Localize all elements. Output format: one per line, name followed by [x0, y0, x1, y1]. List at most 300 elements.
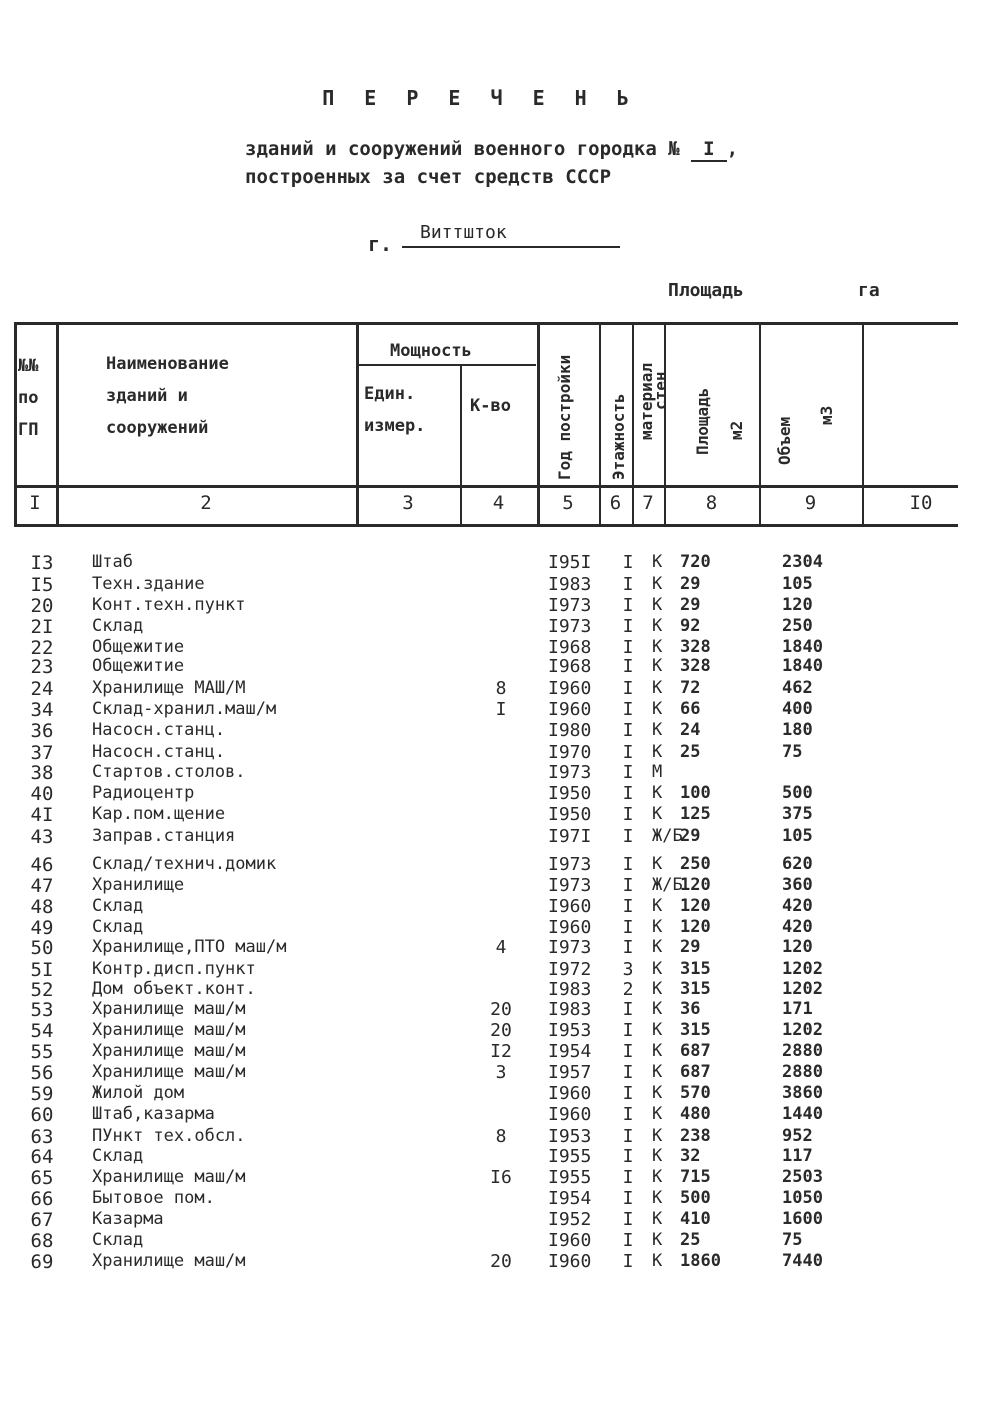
row-material: К	[652, 959, 663, 979]
row-material: К	[652, 1230, 663, 1250]
row-area: 238	[680, 1126, 711, 1146]
row-area: 32	[680, 1146, 701, 1166]
row-year: I955	[548, 1167, 592, 1188]
row-volume: 500	[782, 783, 813, 803]
row-floors: I	[622, 1020, 634, 1041]
row-name: Общежитие	[92, 637, 185, 657]
row-number: 37	[30, 742, 54, 764]
row-volume: 1202	[782, 979, 823, 999]
row-number: 60	[30, 1104, 54, 1126]
row-name: Хранилище МАШ/М	[92, 678, 246, 698]
row-name: Радиоцентр	[92, 783, 195, 803]
header-name-line: зданий и	[106, 386, 188, 406]
row-volume: 1050	[782, 1188, 823, 1208]
row-number: 55	[30, 1041, 54, 1063]
row-volume: 1202	[782, 1020, 823, 1040]
row-area: 715	[680, 1167, 711, 1187]
row-name: Заправ.станция	[92, 826, 236, 846]
row-volume: 400	[782, 699, 813, 719]
row-name: Склад	[92, 616, 144, 636]
row-number: I3	[30, 552, 54, 574]
row-floors: I	[622, 1126, 634, 1147]
row-material: К	[652, 1062, 663, 1082]
row-material: К	[652, 1251, 663, 1271]
row-year: I960	[548, 699, 592, 720]
row-number: 53	[30, 999, 54, 1021]
col-number: 7	[642, 492, 654, 514]
table-row	[0, 1188, 1000, 1210]
row-volume: 1600	[782, 1209, 823, 1229]
col-number: I	[29, 492, 41, 514]
row-number: 65	[30, 1167, 54, 1189]
row-floors: I	[622, 896, 634, 917]
header-material-line: материал	[637, 362, 656, 440]
header-no	[18, 350, 38, 446]
row-volume: 620	[782, 854, 813, 874]
row-name: Насосн.станц.	[92, 742, 226, 762]
row-area: 36	[680, 999, 701, 1019]
row-area: 570	[680, 1083, 711, 1103]
row-year: I95I	[548, 552, 592, 573]
table-header	[0, 0, 1000, 540]
subtitle-line-1: зданий и сооружений военного городка № I ,	[245, 138, 739, 160]
table-row	[0, 574, 1000, 596]
row-area: 29	[680, 574, 701, 594]
row-area: 29	[680, 826, 701, 846]
row-year: I950	[548, 804, 592, 825]
table-row	[0, 656, 1000, 678]
row-number: 47	[30, 875, 54, 897]
table-row	[0, 552, 1000, 574]
header-volume	[776, 417, 794, 465]
row-floors: I	[622, 720, 634, 741]
row-area: 24	[680, 720, 701, 740]
row-number: 43	[30, 826, 54, 848]
row-year: I960	[548, 1083, 592, 1104]
row-year: I973	[548, 595, 592, 616]
row-volume: 120	[782, 595, 813, 615]
row-volume: 1202	[782, 959, 823, 979]
col-number: 9	[804, 492, 817, 514]
table-row	[0, 742, 1000, 764]
row-quantity: 20	[490, 999, 512, 1020]
row-number: 67	[30, 1209, 54, 1231]
row-number: 38	[30, 762, 54, 784]
row-year: I953	[548, 1126, 592, 1147]
row-quantity: 8	[495, 1126, 507, 1147]
row-number: 36	[30, 720, 54, 742]
row-volume: 375	[782, 804, 813, 824]
row-material: К	[652, 854, 663, 874]
row-number: 52	[30, 979, 54, 1001]
row-material: К	[652, 804, 663, 824]
row-material: К	[652, 937, 663, 957]
row-volume: 360	[782, 875, 813, 895]
row-name: Кар.пом.щение	[92, 804, 226, 824]
city-value: Виттшток	[402, 222, 620, 248]
table-row	[0, 678, 1000, 700]
row-year: I955	[548, 1146, 592, 1167]
table-row	[0, 616, 1000, 638]
row-quantity: 4	[495, 937, 507, 958]
header-top-line	[14, 322, 958, 325]
table-row	[0, 1230, 1000, 1252]
row-year: I960	[548, 896, 592, 917]
row-name: Насосн.станц.	[92, 720, 226, 740]
row-floors: I	[622, 574, 634, 595]
row-floors: I	[622, 854, 634, 875]
table-row	[0, 1146, 1000, 1168]
row-name: Хранилище,ПТО маш/м	[92, 937, 287, 957]
header-mid-line	[14, 485, 958, 488]
row-area: 66	[680, 699, 701, 719]
row-material: К	[652, 783, 663, 803]
row-area: 250	[680, 854, 711, 874]
row-number: 5I	[30, 959, 54, 981]
row-name: Штаб	[92, 552, 133, 572]
row-number: I5	[30, 574, 54, 596]
table-row	[0, 854, 1000, 876]
row-floors: I	[622, 637, 634, 658]
row-area: 120	[680, 917, 711, 937]
city-label: г.	[368, 232, 393, 256]
table-row	[0, 720, 1000, 742]
header-material-2	[652, 371, 670, 410]
row-year: I970	[548, 742, 592, 763]
table-row	[0, 762, 1000, 784]
row-volume: 1840	[782, 637, 823, 657]
row-name: Техн.здание	[92, 574, 205, 594]
col-number: 3	[402, 492, 414, 514]
row-floors: I	[622, 656, 634, 677]
row-quantity: 20	[490, 1020, 512, 1041]
row-number: 56	[30, 1062, 54, 1084]
row-area: 25	[680, 742, 701, 762]
header-no-line: ГП	[18, 420, 39, 440]
row-floors: I	[622, 742, 634, 763]
row-area: 315	[680, 979, 711, 999]
row-volume: 3860	[782, 1083, 823, 1103]
header-bottom-line	[14, 524, 958, 527]
row-area: 120	[680, 875, 711, 895]
row-year: I953	[548, 1020, 592, 1041]
row-name: Хранилище маш/м	[92, 999, 246, 1019]
row-name: Жилой дом	[92, 1083, 185, 1103]
row-area: 25	[680, 1230, 701, 1250]
row-material: К	[652, 552, 663, 572]
row-volume: 105	[782, 826, 813, 846]
row-number: 59	[30, 1083, 54, 1105]
row-material: К	[652, 1167, 663, 1187]
row-name: Склад	[92, 1146, 144, 1166]
row-number: 48	[30, 896, 54, 918]
row-name: Склад-хранил.маш/м	[92, 699, 277, 719]
row-floors: I	[622, 762, 634, 783]
subtitle-text: зданий и сооружений военного городка №	[245, 138, 680, 160]
row-volume: 1440	[782, 1104, 823, 1124]
row-name: Дом объект.конт.	[92, 979, 256, 999]
header-name-line: сооружений	[106, 418, 209, 438]
row-name: Склад/технич.домик	[92, 854, 277, 874]
col-number: 5	[562, 492, 574, 514]
row-volume: 462	[782, 678, 813, 698]
row-name: Склад	[92, 1230, 144, 1250]
row-volume: 2503	[782, 1167, 823, 1187]
row-name: Казарма	[92, 1209, 164, 1229]
row-number: 4I	[30, 804, 54, 826]
row-number: 68	[30, 1230, 54, 1252]
col-number: 4	[492, 492, 505, 514]
row-year: I973	[548, 854, 592, 875]
row-floors: I	[622, 1104, 634, 1125]
table-row	[0, 826, 1000, 848]
row-material: К	[652, 1188, 663, 1208]
row-volume: 120	[782, 937, 813, 957]
row-material: К	[652, 999, 663, 1019]
row-material: К	[652, 917, 663, 937]
header-volume-line: Объем	[775, 416, 794, 465]
town-number: I	[691, 138, 726, 162]
table-row	[0, 937, 1000, 959]
row-quantity: 3	[495, 1062, 507, 1083]
row-year: I973	[548, 875, 592, 896]
table-row	[0, 1251, 1000, 1273]
table-row	[0, 1167, 1000, 1189]
row-number: 24	[30, 678, 54, 700]
table-row	[0, 1104, 1000, 1126]
row-name: ПУнкт тех.обсл.	[92, 1126, 246, 1146]
row-area: 328	[680, 656, 711, 676]
table-row	[0, 699, 1000, 721]
table-row	[0, 917, 1000, 939]
col-number: 8	[705, 492, 718, 514]
row-number: 54	[30, 1020, 54, 1042]
row-name: Склад	[92, 896, 144, 916]
row-material: К	[652, 979, 663, 999]
row-quantity: I6	[490, 1167, 512, 1188]
row-area: 720	[680, 552, 711, 572]
row-floors: I	[622, 937, 634, 958]
row-volume: 105	[782, 574, 813, 594]
row-floors: I	[622, 552, 634, 573]
row-year: I954	[548, 1188, 592, 1209]
table-row	[0, 1209, 1000, 1231]
header-power: Мощность	[390, 341, 472, 361]
row-name: Хранилище	[92, 875, 185, 895]
header-volume-line: м3	[817, 405, 836, 425]
row-area: 315	[680, 959, 711, 979]
row-floors: I	[622, 678, 634, 699]
row-name: Штаб,казарма	[92, 1104, 215, 1124]
header-area-unit	[728, 421, 746, 440]
header-unit-line: Един.	[364, 384, 416, 404]
row-quantity: I	[495, 699, 507, 720]
row-floors: 3	[622, 959, 634, 980]
row-year: I957	[548, 1062, 592, 1083]
row-number: 49	[30, 917, 54, 939]
header-area	[694, 388, 712, 455]
row-floors: I	[622, 616, 634, 637]
row-floors: I	[622, 999, 634, 1020]
row-year: I960	[548, 678, 592, 699]
row-year: I960	[548, 917, 592, 938]
row-area: 410	[680, 1209, 711, 1229]
row-material: К	[652, 637, 663, 657]
row-floors: I	[622, 595, 634, 616]
table-row	[0, 979, 1000, 1001]
row-floors: 2	[622, 979, 634, 1000]
row-volume: 7440	[782, 1251, 823, 1271]
table-row	[0, 959, 1000, 981]
row-floors: I	[622, 1062, 634, 1083]
row-area: 328	[680, 637, 711, 657]
row-year: I983	[548, 574, 592, 595]
header-year: Год постройки	[555, 354, 574, 480]
header-no-line: №№	[18, 356, 39, 376]
row-volume: 171	[782, 999, 813, 1019]
table-row	[0, 783, 1000, 805]
row-year: I968	[548, 656, 592, 677]
row-year: I950	[548, 783, 592, 804]
table-row	[0, 1126, 1000, 1148]
row-area: 120	[680, 896, 711, 916]
row-material: К	[652, 1083, 663, 1103]
row-volume: 75	[782, 742, 803, 762]
row-material: К	[652, 656, 663, 676]
row-material: К	[652, 720, 663, 740]
row-material: К	[652, 1209, 663, 1229]
row-floors: I	[622, 1230, 634, 1251]
table-row	[0, 1020, 1000, 1042]
col-number: 2	[200, 492, 212, 514]
row-number: 23	[30, 656, 54, 678]
table-row	[0, 804, 1000, 826]
row-material: К	[652, 678, 663, 698]
row-year: I972	[548, 959, 592, 980]
row-floors: I	[622, 783, 634, 804]
row-area: 687	[680, 1041, 711, 1061]
row-number: 22	[30, 637, 54, 659]
row-name: Хранилище маш/м	[92, 1041, 246, 1061]
row-material: К	[652, 595, 663, 615]
row-floors: I	[622, 1041, 634, 1062]
row-name: Бытовое пом.	[92, 1188, 215, 1208]
header-area-line: м2	[727, 420, 746, 440]
row-year: I960	[548, 1230, 592, 1251]
row-year: I968	[548, 637, 592, 658]
row-floors: I	[622, 1188, 634, 1209]
row-name: Хранилище маш/м	[92, 1020, 246, 1040]
row-volume: 420	[782, 896, 813, 916]
row-number: 20	[30, 595, 54, 617]
row-year: I960	[548, 1251, 592, 1272]
row-name: Конт.техн.пункт	[92, 595, 246, 615]
row-area: 315	[680, 1020, 711, 1040]
header-volume-unit	[818, 406, 836, 425]
header-no-line: по	[18, 388, 39, 408]
row-year: I973	[548, 762, 592, 783]
row-material: К	[652, 616, 663, 636]
row-floors: I	[622, 826, 634, 847]
row-number: 64	[30, 1146, 54, 1168]
row-number: 69	[30, 1251, 54, 1273]
row-floors: I	[622, 699, 634, 720]
row-year: I954	[548, 1041, 592, 1062]
row-material: Ж/Б	[652, 826, 683, 846]
table-row	[0, 595, 1000, 617]
row-quantity: 8	[495, 678, 507, 699]
row-number: 50	[30, 937, 54, 959]
row-number: 63	[30, 1126, 54, 1148]
header-material-line: стен	[651, 371, 670, 410]
row-material: К	[652, 1104, 663, 1124]
row-material: К	[652, 1146, 663, 1166]
row-area: 29	[680, 595, 701, 615]
row-number: 46	[30, 854, 54, 876]
area-label: Площадь	[668, 280, 744, 301]
area-unit: га	[858, 280, 880, 301]
row-year: I973	[548, 937, 592, 958]
row-volume: 75	[782, 1230, 803, 1250]
header-name-line: Наименование	[106, 354, 229, 374]
row-year: I983	[548, 999, 592, 1020]
row-floors: I	[622, 875, 634, 896]
row-material: М	[652, 762, 663, 782]
row-area: 1860	[680, 1251, 721, 1271]
row-name: Контр.дисп.пункт	[92, 959, 256, 979]
row-quantity: 20	[490, 1251, 512, 1272]
header-area-line: Площадь	[693, 387, 712, 455]
row-name: Склад	[92, 917, 144, 937]
table-row	[0, 1083, 1000, 1105]
row-floors: I	[622, 1209, 634, 1230]
header-name	[106, 348, 229, 444]
row-volume: 952	[782, 1126, 813, 1146]
col-number: 6	[609, 492, 622, 514]
row-volume: 117	[782, 1146, 813, 1166]
row-year: I980	[548, 720, 592, 741]
row-material: К	[652, 896, 663, 916]
header-floors: Этажность	[609, 393, 628, 480]
row-number: 40	[30, 783, 54, 805]
header-qty: К-во	[470, 396, 511, 416]
row-name: Хранилище маш/м	[92, 1062, 246, 1082]
table-row	[0, 1062, 1000, 1084]
header-unit	[364, 378, 425, 442]
table-row	[0, 999, 1000, 1021]
row-area: 687	[680, 1062, 711, 1082]
row-floors: I	[622, 1083, 634, 1104]
row-area: 29	[680, 937, 701, 957]
row-year: I983	[548, 979, 592, 1000]
row-material: К	[652, 574, 663, 594]
header-unit-line: измер.	[364, 416, 426, 436]
row-material: К	[652, 1041, 663, 1061]
row-area: 100	[680, 783, 711, 803]
row-material: Ж/Б	[652, 875, 683, 895]
row-floors: I	[622, 1146, 634, 1167]
row-year: I952	[548, 1209, 592, 1230]
row-year: I960	[548, 1104, 592, 1125]
row-floors: I	[622, 1167, 634, 1188]
table-row	[0, 1041, 1000, 1063]
row-area: 125	[680, 804, 711, 824]
row-material: К	[652, 699, 663, 719]
row-material: К	[652, 1126, 663, 1146]
col-number: I0	[909, 492, 933, 514]
row-number: 2I	[30, 616, 54, 638]
row-name: Общежитие	[92, 656, 185, 676]
